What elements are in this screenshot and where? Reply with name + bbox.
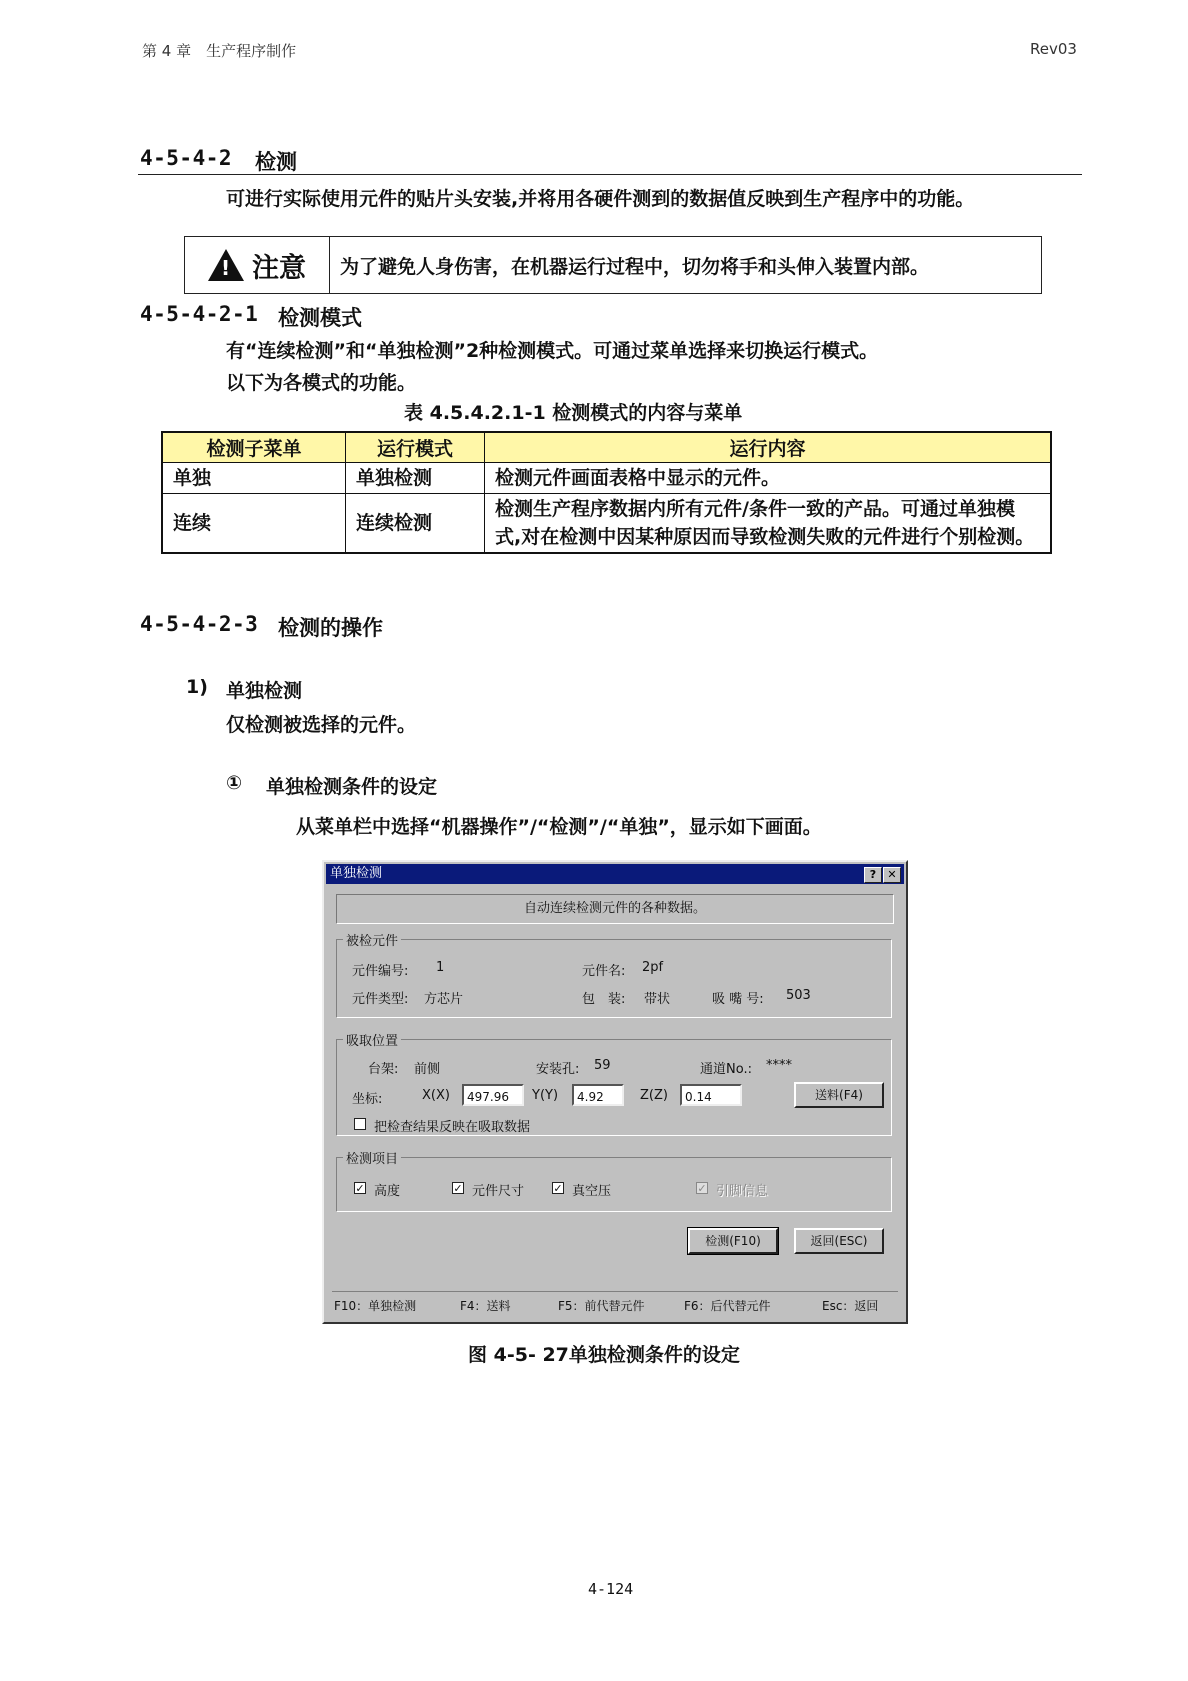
nozzle-value: 503 <box>786 988 811 1003</box>
chapter-header: 第 4 章 生产程序制作 <box>142 42 297 60</box>
step-title: 单独检测 <box>226 680 303 702</box>
part-number-label: 元件编号: <box>352 964 409 979</box>
substep-number: ① <box>226 772 243 794</box>
status-item: Esc：返回 <box>822 1299 879 1313</box>
vacuum-checkbox-label: 真空压 <box>572 1184 612 1199</box>
return-button[interactable]: 返回(ESC) <box>794 1228 884 1254</box>
lead-info-checkbox: ✓ <box>697 1182 707 1195</box>
lane-value: **** <box>766 1058 792 1073</box>
table-cell: 连续检测 <box>346 494 485 554</box>
part-type-value: 方芯片 <box>424 992 464 1007</box>
section-rule <box>138 174 1082 175</box>
table-header: 运行内容 <box>485 432 1052 463</box>
package-label: 包 装: <box>582 992 626 1007</box>
table-row <box>162 463 1051 494</box>
table-header-row <box>162 432 1051 463</box>
height-checkbox[interactable]: ✓ <box>355 1182 365 1195</box>
mode-paragraph-1: 有“连续检测”和“单独检测”2种检测模式。可通过菜单选择来切换运行模式。 <box>226 340 879 362</box>
warning-icon <box>208 249 244 281</box>
table-cell: 检测生产程序数据内所有元件/条件一致的产品。可通过单独模式,对在检测中因某种原因而导致检测失败的元件进行个别检测。 <box>485 494 1052 554</box>
status-item: F5：前代替元件 <box>558 1299 645 1313</box>
nozzle-label: 吸 嘴 号: <box>712 992 764 1007</box>
table-cell: 检测元件画面表格中显示的元件。 <box>485 463 1052 494</box>
table-row <box>162 494 1051 554</box>
subsection-title: 检测模式 <box>278 306 362 330</box>
table-header: 运行模式 <box>346 432 485 463</box>
coordinate-label: 坐标: <box>352 1092 383 1107</box>
y-coordinate-field[interactable]: 4.92 <box>572 1084 624 1106</box>
status-item: F10：单独检测 <box>334 1299 417 1313</box>
table-cell: 连续 <box>162 494 346 554</box>
page-number: 4-124 <box>588 1580 634 1598</box>
part-number-value: 1 <box>436 960 445 975</box>
y-label: Y(Y) <box>532 1088 559 1103</box>
substep-title: 单独检测条件的设定 <box>266 776 438 798</box>
operation-section-number: 4-5-4-2-3 <box>140 612 259 636</box>
part-name-label: 元件名: <box>582 964 626 979</box>
caution-text: 为了避免人身伤害，在机器运行过程中，切勿将手和头伸入装置内部。 <box>340 255 930 278</box>
z-coordinate-field[interactable]: 0.14 <box>680 1084 742 1106</box>
dialog-status-bar <box>332 1291 898 1316</box>
package-value: 带状 <box>644 992 671 1007</box>
section-number: 4-5-4-2 <box>140 146 233 170</box>
step-number: 1) <box>186 676 208 698</box>
mode-table <box>161 431 1052 554</box>
table-header: 检测子菜单 <box>162 432 346 463</box>
figure-caption: 图 4-5- 27单独检测条件的设定 <box>468 1344 740 1366</box>
feed-button[interactable]: 送料(F4) <box>794 1082 884 1108</box>
part-size-checkbox[interactable]: ✓ <box>453 1182 463 1195</box>
reflect-checkbox[interactable] <box>354 1118 366 1130</box>
status-item: F4：送料 <box>460 1299 511 1313</box>
lane-label: 通道No.: <box>700 1062 752 1077</box>
mount-hole-label: 安装孔: <box>536 1062 580 1077</box>
substep-description: 从菜单栏中选择“机器操作”/“检测”/“单独”，显示如下画面。 <box>296 816 822 838</box>
mode-paragraph-2: 以下为各模式的功能。 <box>226 372 417 394</box>
inspection-items-group <box>336 1148 892 1212</box>
table-caption: 表 4.5.4.2.1-1 检测模式的内容与菜单 <box>404 402 743 424</box>
part-size-checkbox-label: 元件尺寸 <box>472 1184 525 1199</box>
section-title: 检测 <box>255 150 297 174</box>
part-name-value: 2pf <box>642 960 664 975</box>
dialog-titlebar <box>326 864 904 884</box>
inspection-items-legend: 检测项目 <box>346 1152 399 1167</box>
lead-info-checkbox-label: 引脚信息 <box>716 1184 769 1199</box>
help-icon[interactable]: ? <box>864 867 882 883</box>
z-label: Z(Z) <box>640 1088 668 1103</box>
caution-label: 注意 <box>252 252 306 284</box>
reflect-checkbox-label: 把检查结果反映在吸取数据 <box>374 1120 531 1135</box>
caution-label-cell <box>185 237 330 293</box>
height-checkbox-label: 高度 <box>374 1184 401 1199</box>
mount-hole-value: 59 <box>594 1058 611 1073</box>
table-side-label: 台架: <box>368 1062 399 1077</box>
dialog-info-text: 自动连续检测元件的各种数据。 <box>336 894 894 924</box>
operation-section-title: 检测的操作 <box>278 616 383 640</box>
vacuum-checkbox[interactable]: ✓ <box>553 1182 563 1195</box>
pick-position-legend: 吸取位置 <box>346 1034 399 1049</box>
single-inspection-dialog <box>322 860 908 1324</box>
x-coordinate-field[interactable]: 497.96 <box>462 1084 524 1106</box>
detect-button[interactable]: 检测(F10) <box>688 1228 778 1254</box>
subsection-number: 4-5-4-2-1 <box>140 302 259 326</box>
caution-box <box>184 236 1042 294</box>
revision-label: Rev03 <box>1030 40 1077 58</box>
table-side-value: 前侧 <box>414 1062 441 1077</box>
x-label: X(X) <box>422 1088 450 1103</box>
inspected-part-legend: 被检元件 <box>346 934 399 949</box>
section-description: 可进行实际使用元件的贴片头安装,并将用各硬件测到的数据值反映到生产程序中的功能。 <box>226 188 975 210</box>
table-cell: 单独检测 <box>346 463 485 494</box>
dialog-title: 单独检测 <box>330 866 383 881</box>
step-description: 仅检测被选择的元件。 <box>226 714 417 736</box>
close-icon[interactable]: ✕ <box>883 867 901 883</box>
status-item: F6：后代替元件 <box>684 1299 771 1313</box>
part-type-label: 元件类型: <box>352 992 409 1007</box>
table-cell: 单独 <box>162 463 346 494</box>
